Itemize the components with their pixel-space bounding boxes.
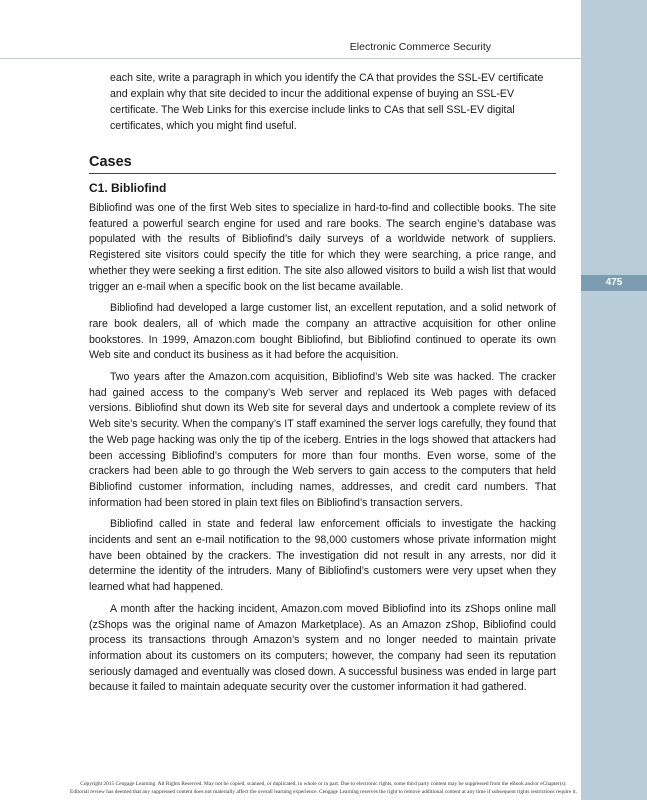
copyright-notice — [0, 780, 647, 796]
section-divider — [89, 173, 556, 174]
case-paragraph-2: Bibliofind had developed a large customer list, an excellent reputation, and a solid network of rare book dealers, all of which made the company an attractive acquisition for other online bookstores. In 1999, Amazon.com bought Bibliofind, but Bibliofind continued to operate its own Web site and conduct its business as it had before the acquisition. — [89, 302, 556, 362]
header-divider — [0, 58, 581, 59]
page-number-tab: 475 — [581, 275, 647, 291]
case-paragraph-1: Bibliofind was one of the first Web sites to specialize in hard-to-find and collectible books. The site featured a powerful search engine for used and rare books. The search engine’s database was populated with the results of Bibliofind’s daily surveys of a worldwide network of suppliers. Registered site visitors could specify the title for which they were searching, a price range, and whether they were seeking a first edition. The site also allowed visitors to build a wish list that would trigger an e-mail when a specific book on the list became available. — [89, 202, 556, 293]
case-paragraph-3: Two years after the Amazon.com acquisition, Bibliofind’s Web site was hacked. The cracker had gained access to the company’s Web server and replaced its Web pages with defaced versions. Bibliofind shut down its Web site for several days and undertook a complete review of its Web site’s security. When the company’s IT staff examined the server logs carefully, they found that the Web page hacking was only the tip of the iceberg. Entries in the logs showed that attackers had been accessing Bibliofind’s computers for more than four months. Even worse, some of the crackers had been able to go through the Web servers to gain access to the computers that held Bibliofind customer information, including names, addresses, and credit card numbers. That information had been stored in plain text files on Bibliofind’s transaction servers. — [89, 371, 556, 509]
exercise-continuation — [110, 70, 556, 134]
copyright-line-1: Copyright 2015 Cengage Learning. All Rights Reserved. May not be copied, scanned, or duplicated, in whole or in part. Due to electronic rights, some third party content may be suppressed from the eBook and/or eChapter(s). — [80, 781, 567, 787]
intro-paragraph: each site, write a paragraph in which you identify the CA that provides the SSL-EV certificate and explain why that site decided to incur the additional expense of buying an SSL-EV certificate. The Web Links for this exercise include links to CAs that sell SSL-EV digital certificates, which you might find useful. — [110, 72, 544, 132]
case-body — [89, 201, 556, 702]
section-heading: Cases — [89, 154, 132, 170]
case-title: C1. Bibliofind — [89, 181, 167, 195]
case-paragraph-5: A month after the hacking incident, Amazon.com moved Bibliofind into its zShops online mall (zShops was the original name of Amazon Marketplace). As an Amazon zShop, Bibliofind could process its transactions through Amazon’s system and no longer needed to maintain private information about its customers on its computers; however, the company had seen its reputation seriously damaged and eventually was closed down. A successful business was ended in large part because it failed to maintain adequate security over the customer information it had gathered. — [89, 602, 556, 694]
copyright-line-2: Editorial review has deemed that any suppressed content does not materially affect the overall learning experience. Cengage Learning reserves the right to remove additional content at any time if subsequent rights restrictions require it. — [70, 789, 577, 795]
running-header: Electronic Commerce Security — [349, 41, 491, 53]
case-paragraph-4: Bibliofind called in state and federal law enforcement officials to investigate the hacking incidents and sent an e-mail notification to the 98,000 customers whose private information might have been obtained by the crackers. The investigation did not result in any arrests, nor did it determine the identity of the intruders. Many of Bibliofind’s customers were very upset when they learned what had happened. — [89, 518, 556, 594]
